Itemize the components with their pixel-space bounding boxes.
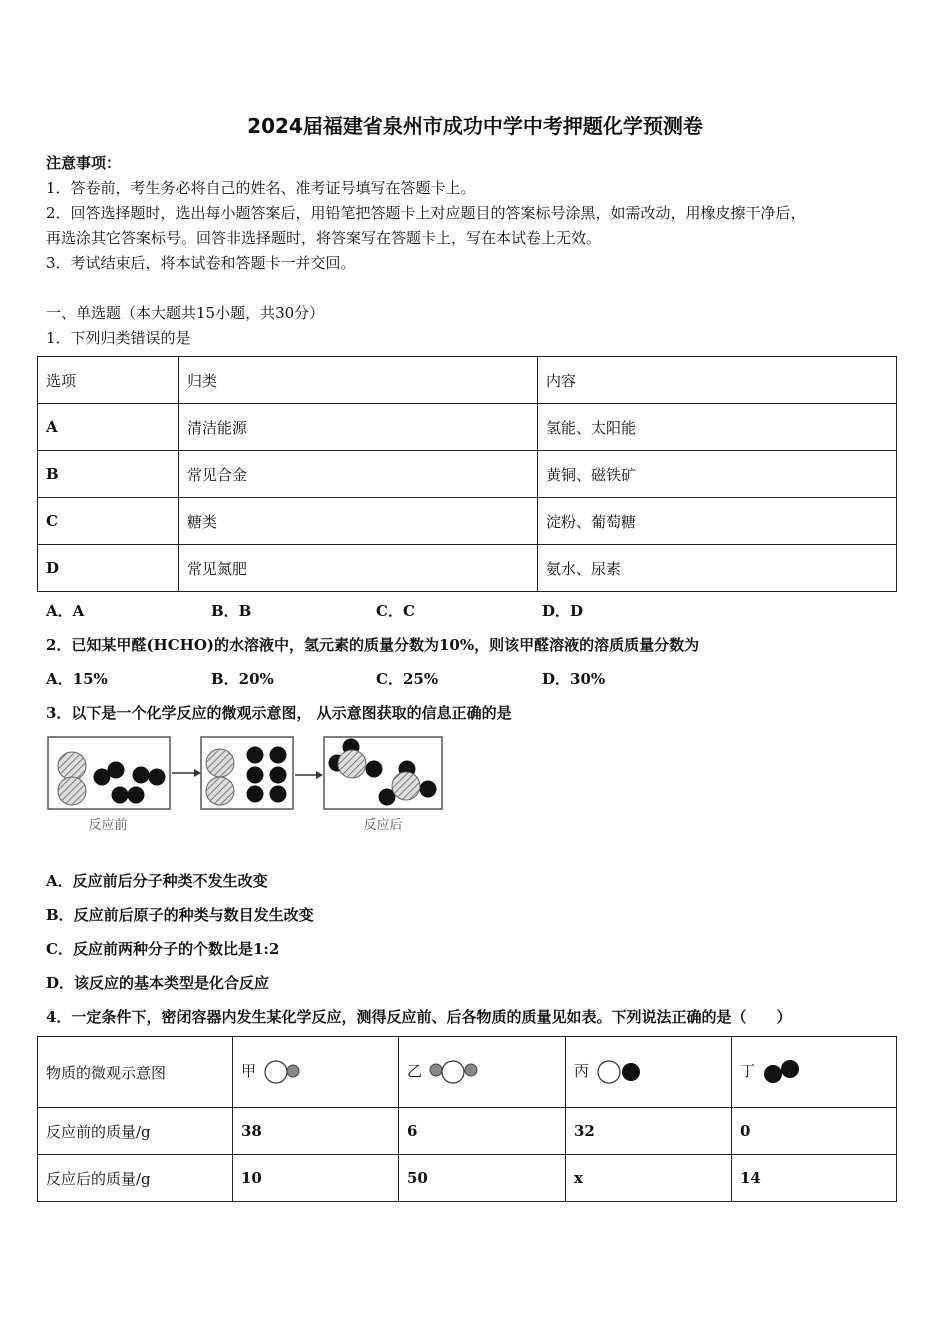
header-cell: 选项 [38,357,179,404]
q1-option-b: B．B [211,602,252,620]
table-cell: 淀粉、葡萄糖 [538,498,897,545]
table-cell: 0 [732,1108,897,1155]
substance-name: 甲 [241,1062,257,1080]
row-label: 反应前的质量/g [38,1108,233,1155]
table-cell: D [38,545,179,592]
table-cell: 常见氮肥 [179,545,538,592]
table-row [38,1037,897,1108]
q3-option-d: D．该反应的基本类型是化合反应 [46,974,270,992]
q2-stem: 2．已知某甲醛(HCHO)的水溶液中，氢元素的质量分数为10%，则该甲醛溶液的溶质质量分数为 [46,636,700,654]
row-label: 物质的微观示意图 [38,1037,233,1108]
header-cell: 归类 [179,357,538,404]
q4-stem: 4．一定条件下，密闭容器内发生某化学反应，测得反应前、后各物质的质量见如表。下列说法正确的是（ ） [46,1008,792,1026]
q1-table [37,356,897,592]
page-title: 2024届福建省泉州市成功中学中考押题化学预测卷 [247,114,703,138]
substance-name: 乙 [407,1062,423,1080]
q2-option-d: D．30% [542,670,606,688]
section-heading: 一、单选题（本大题共15小题，共30分） [46,304,325,322]
notice-item-3: 3．考试结束后，将本试卷和答题卡一并交回。 [46,254,356,272]
table-cell: 氨水、尿素 [538,545,897,592]
header-cell: 内容 [538,357,897,404]
table-cell: 氢能、太阳能 [538,404,897,451]
table-row [38,1108,897,1155]
table-cell: 50 [399,1155,566,1202]
q1-stem: 1．下列归类错误的是 [46,329,191,347]
q3-option-c: C．反应前两种分子的个数比是1:2 [46,940,280,958]
notice-item-2a: 2．回答选择题时，选出每小题答案后，用铅笔把答题卡上对应题目的答案标号涂黑，如需改动，用橡皮擦干净后， [46,204,806,222]
table-row [38,404,897,451]
table-cell: A [38,404,179,451]
row-label: 反应后的质量/g [38,1155,233,1202]
reaction-diagram [44,733,454,837]
substance-cell [233,1037,399,1108]
substance-cell [732,1037,897,1108]
q2-option-a: A．15% [46,670,108,688]
table-cell: 常见合金 [179,451,538,498]
molecule-yi-icon [429,1058,481,1086]
q1-option-a: A．A [46,602,85,620]
box-after [324,737,442,809]
molecule-jia-icon [263,1058,305,1086]
table-cell: 清洁能源 [179,404,538,451]
q1-option-d: D．D [542,602,584,620]
table-cell: C [38,498,179,545]
label-after: 反应后 [363,818,403,833]
table-row [38,545,897,592]
notice-item-2b: 再选涂其它答案标号。回答非选择题时，将答案写在答题卡上，写在本试卷上无效。 [46,229,602,247]
table-cell: 14 [732,1155,897,1202]
table-cell: 38 [233,1108,399,1155]
table-cell: 10 [233,1155,399,1202]
table-row [38,451,897,498]
arrow-icon [172,769,201,777]
table-cell: x [566,1155,732,1202]
q3-option-a: A．反应前后分子种类不发生改变 [46,872,268,890]
q3-stem: 3．以下是一个化学反应的微观示意图， 从示意图获取的信息正确的是 [46,704,512,722]
table-row [38,1155,897,1202]
notice-item-1: 1．答卷前，考生务必将自己的姓名、准考证号填写在答题卡上。 [46,179,476,197]
q1-option-c: C．C [376,602,415,620]
arrow-icon [295,771,323,779]
box-before-2 [201,737,293,809]
notice-heading: 注意事项： [46,154,122,172]
q3-option-b: B．反应前后原子的种类与数目发生改变 [46,906,314,924]
box-before-1 [48,737,170,809]
table-cell: 黄铜、磁铁矿 [538,451,897,498]
table-cell: 糖类 [179,498,538,545]
substance-name: 丙 [574,1062,590,1080]
molecule-bing-icon [596,1058,644,1086]
table-row [38,498,897,545]
molecule-ding-icon [762,1058,802,1086]
substance-cell [566,1037,732,1108]
substance-name: 丁 [740,1062,756,1080]
substance-cell [399,1037,566,1108]
q2-option-b: B．20% [211,670,274,688]
table-row [38,357,897,404]
table-cell: 32 [566,1108,732,1155]
label-before: 反应前 [88,818,128,833]
q4-table [37,1036,897,1202]
q2-option-c: C．25% [376,670,439,688]
table-cell: 6 [399,1108,566,1155]
table-cell: B [38,451,179,498]
